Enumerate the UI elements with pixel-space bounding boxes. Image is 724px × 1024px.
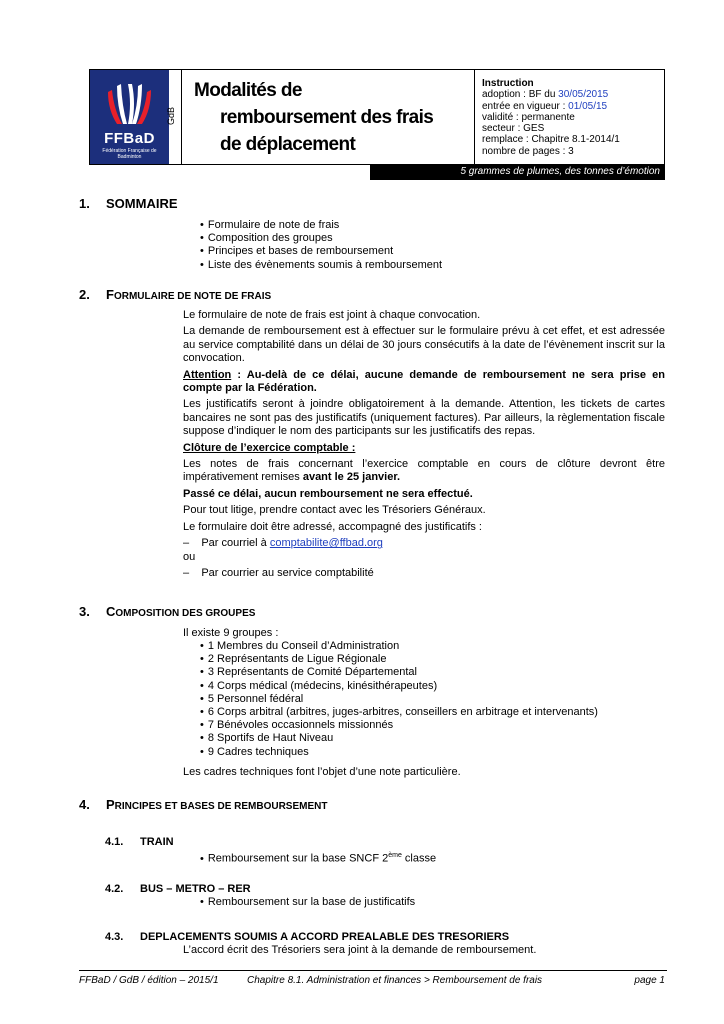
subsection-title: BUS – METRO – RER [140,883,251,895]
adoption-date: 30/05/2015 [558,89,609,101]
section-number: 4. [79,797,90,812]
paragraph: Pour tout litige, prendre contact avec les Trésoriers Généraux. [183,504,486,517]
list-item: • Remboursement sur la base de justificatifs [200,896,415,909]
superscript: ème [388,852,402,859]
groups-outro: Les cadres techniques font l’objet d’une note particulière. [183,766,461,778]
instruction-box [482,78,620,157]
vigueur-label: entrée en vigueur : [482,100,569,112]
list-item: • 5 Personnel fédéral [200,693,598,706]
section-title-cap: P [106,797,115,812]
list-item: • 8 Sportifs de Haut Niveau [200,732,598,745]
attention-paragraph [183,369,665,396]
section-title-cap: C [106,604,116,619]
section-title: OMPOSITION DES GROUPES [115,608,256,619]
subsection-number: 4.3. [105,931,124,943]
vigueur-date: 01/05/15 [568,100,608,112]
header-divider [474,70,475,164]
subsection-number: 4.1. [105,836,124,848]
tagline: 5 grammes de plumes, des tonnes d’émotion [460,166,660,177]
list-item: • 1 Membres du Conseil d’Administration [200,640,598,653]
dash-text: Par courrier au service comptabilité [201,566,374,579]
dash-item: – Par courrier au service comptabilité [183,566,374,579]
deplacements-text: L’accord écrit des Trésoriers sera joint à la demande de remboursement. [183,944,537,956]
list-item: • 7 Bénévoles occasionnels missionnés [200,719,598,732]
list-item: • 6 Corps arbitral (arbitres, juges-arbitres, conseillers en arbitrage et intervenants) [200,706,598,719]
section-2-body [183,309,665,580]
subsection-heading-deplacements [105,931,509,943]
subsection-heading-bus [105,883,251,895]
instruction-label: Instruction [482,78,534,89]
subsection-heading-train [105,836,174,848]
attention-label: Attention [183,368,232,381]
attention-text: : Au-delà de ce délai, aucune demande de remboursement ne sera prise en compte par la Fédération. [183,368,665,395]
list-item: • Principes et bases de remboursement [200,245,442,258]
list-item: • 2 Représentants de Ligue Régionale [200,653,598,666]
section-title-cap: F [106,287,114,302]
list-item: • 4 Corps médical (médecins, kinésithérapeutes) [200,680,598,693]
dash-text: Par courriel à [201,537,270,550]
bus-list [200,896,415,909]
list-item-text: classe [401,852,437,865]
adoption-label: adoption : BF du [482,89,559,101]
remplace: remplace : Chapitre 8.1-2014/1 [482,134,620,146]
paragraph [183,458,665,485]
doc-title-line: remboursement des frais [220,107,434,128]
train-list [200,849,436,866]
logo-subtitle: Fédération Française de Badminton [102,148,157,160]
section-heading-principes [79,797,327,812]
section-heading-formulaire [79,287,271,302]
doc-title-line: de déplacement [220,134,356,155]
section-heading-composition [79,604,255,619]
groups-list [200,640,598,759]
header-divider [181,70,182,164]
list-item: • Liste des évènements soumis à remboursement [200,259,442,272]
deadline: avant le 25 janvier. [302,471,401,484]
footer-left: FFBaD / GdB / édition – 2015/1 [79,975,219,986]
paragraph: Le formulaire doit être adressé, accompagné des justificatifs : [183,520,482,533]
subsection-title: DEPLACEMENTS SOUMIS A ACCORD PREALABLE DES TRESORIERS [140,931,510,943]
section-number: 2. [79,287,90,302]
nombre-pages: nombre de pages : 3 [482,145,574,157]
cloture-title: Clôture de l’exercice comptable : [183,441,356,454]
footer-center: Chapitre 8.1. Administration et finances > Remboursement de frais [247,975,543,986]
footer-page-number: page 1 [634,975,665,986]
paragraph: Les justificatifs seront à joindre obligatoirement à la demande. Attention, les tickets de cartes bancaires ne sont pas des justificatifs (uniquement factures). Par ailleurs, la règlementation fiscale suppose d’indiquer le nom des participants sur les justificatifs des repas. [183,398,665,438]
doc-title-line: Modalités de [194,80,302,101]
validite: validité : permanente [482,111,575,123]
or-text: ou [183,550,196,563]
paragraph: La demande de remboursement est à effectuer sur le formulaire prévu à cet effet, et est adressée au service comptabilité dans un délai de 30 jours consécutifs à la date de l’évènement inscrit sur la convocation. [183,325,665,365]
list-item: • Composition des groupes [200,232,442,245]
section-title: RINCIPES ET BASES DE REMBOURSEMENT [114,801,328,812]
logo-text: FFBaD [104,130,155,147]
dash-item: – Par courriel à comptabilite@ffbad.org [183,537,383,550]
section-heading-sommaire [79,196,178,211]
section-title: SOMMAIRE [106,196,178,211]
gdb-label: GdB [166,106,176,125]
paragraph: Passé ce délai, aucun remboursement ne sera effectué. [183,487,473,500]
email-link[interactable]: comptabilite@ffbad.org [269,537,383,550]
paragraph: Le formulaire de note de frais est joint à chaque convocation. [183,309,481,321]
section-number: 1. [79,196,90,211]
groups-intro: Il existe 9 groupes : [183,627,279,639]
footer-rule [79,970,667,971]
list-item [200,849,436,866]
list-item: • Formulaire de note de frais [200,219,442,232]
list-item: • 9 Cadres techniques [200,746,598,759]
sommaire-list [200,219,442,272]
subsection-number: 4.2. [105,883,124,895]
subsection-title: TRAIN [140,836,174,848]
section-number: 3. [79,604,90,619]
list-item-text: Remboursement sur la base SNCF 2 [207,852,389,865]
secteur: secteur : GES [482,123,545,135]
paragraph-text: Les notes de frais concernant l’exercice comptable en cours de clôture devront être impérativement remises [183,458,665,484]
section-title: ORMULAIRE DE NOTE DE FRAIS [113,291,272,302]
list-item: • 3 Représentants de Comité Départemental [200,666,598,679]
